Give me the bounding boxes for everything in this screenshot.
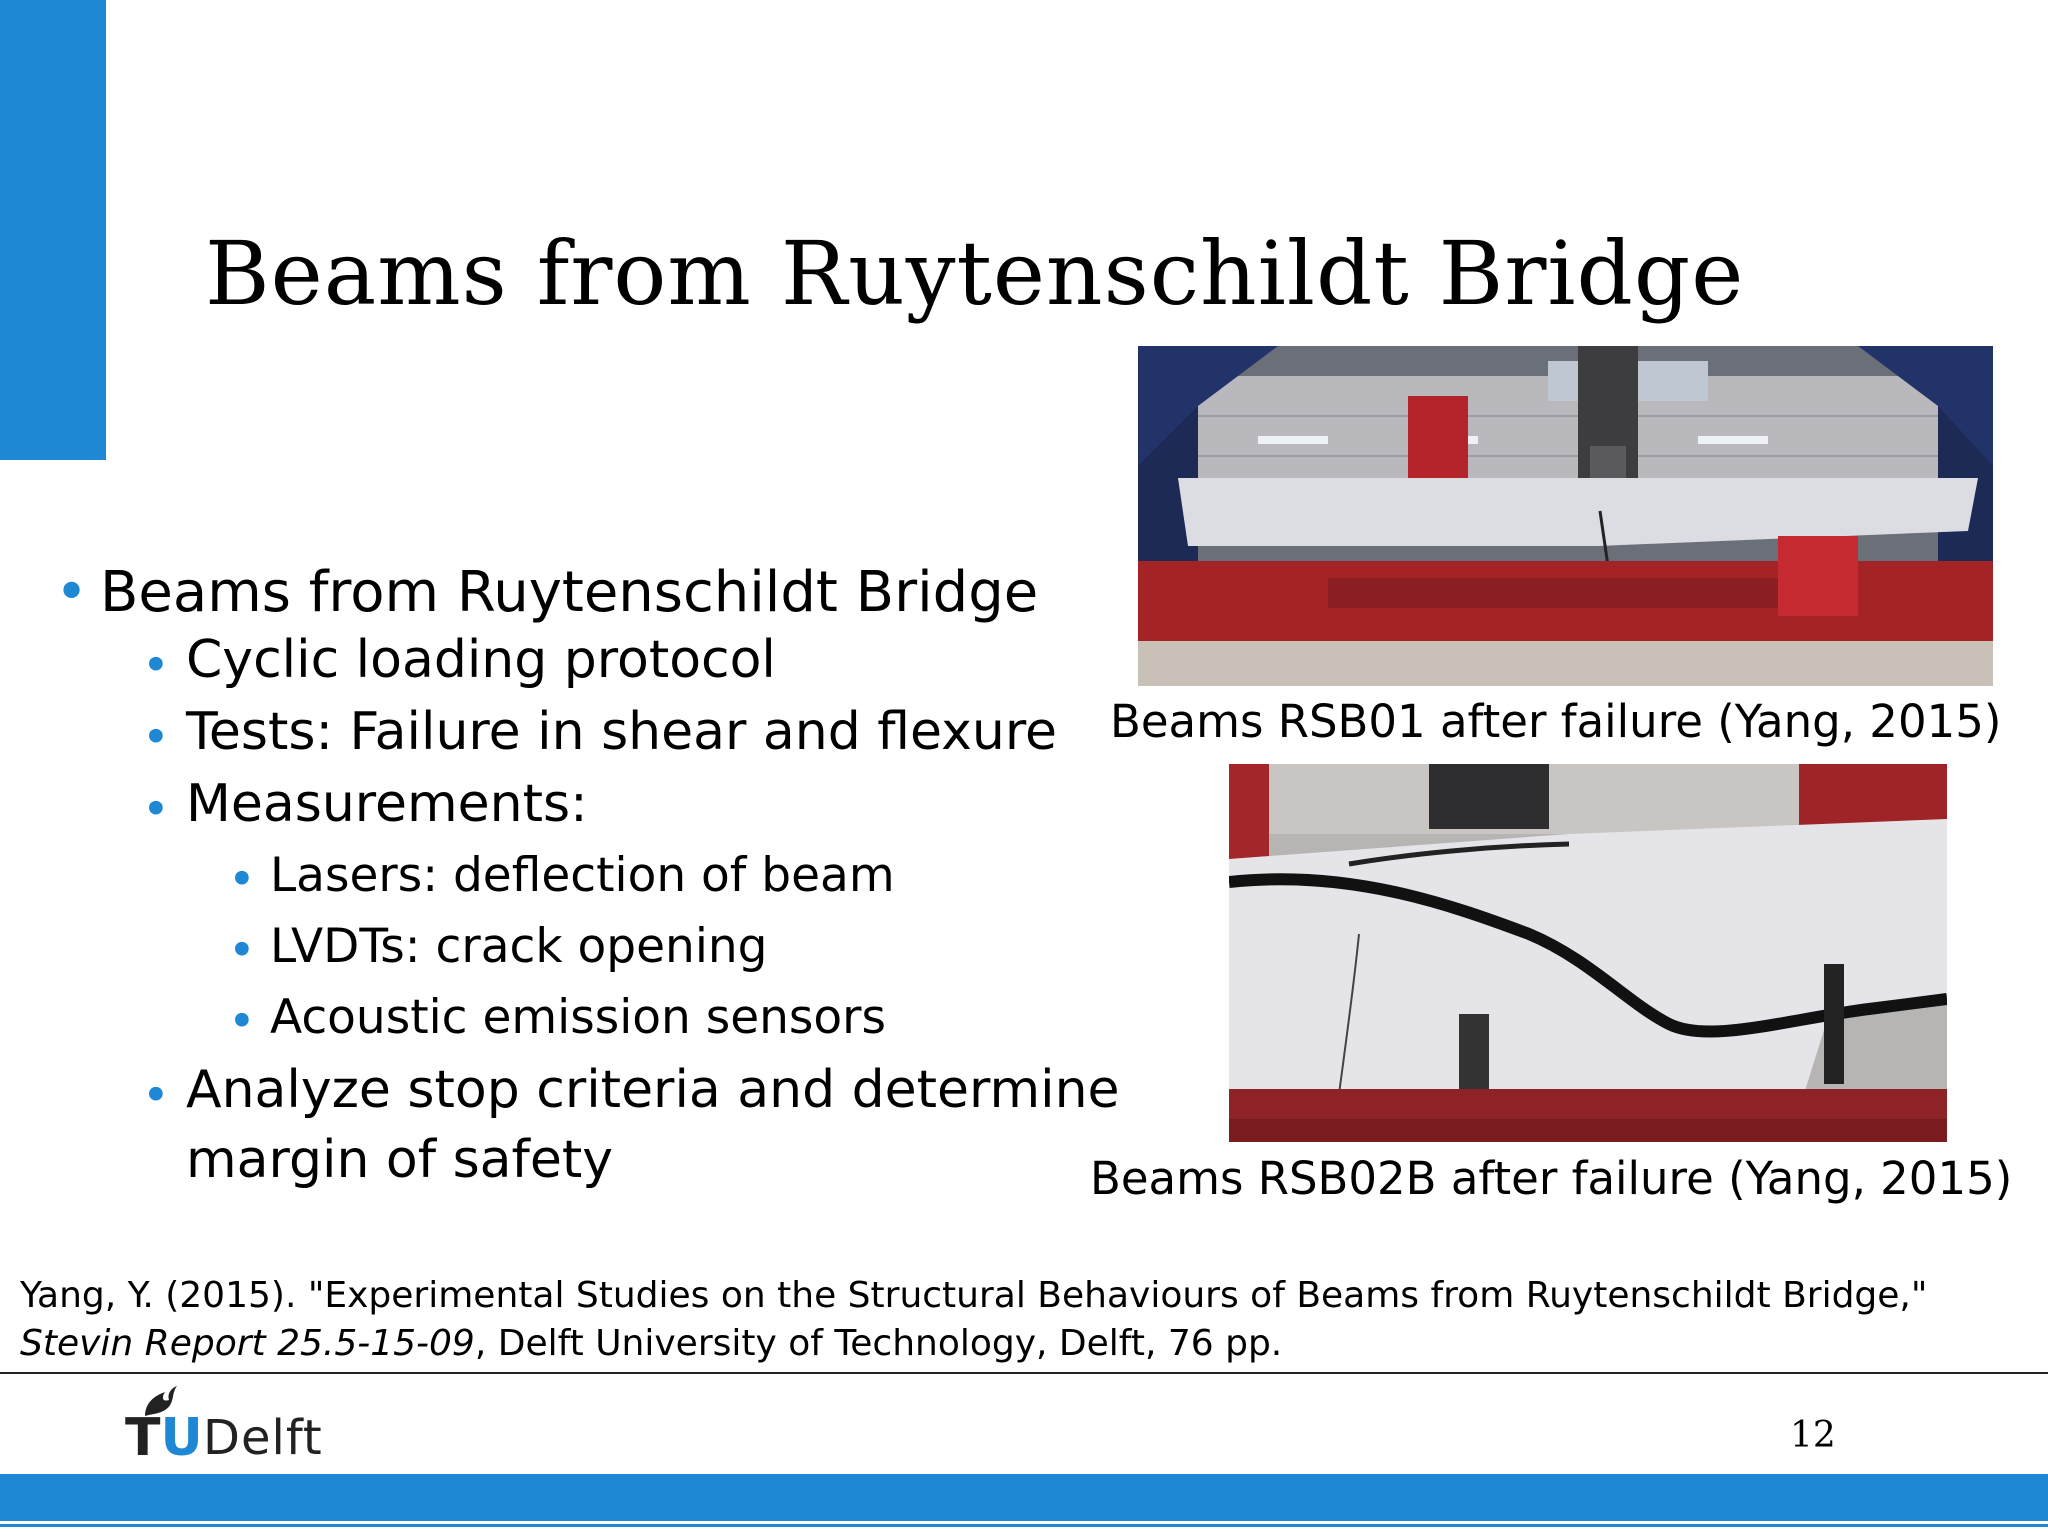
- page-number: 12: [1790, 1415, 1836, 1456]
- bullet-acoustic: Acoustic emission sensors: [270, 990, 886, 1045]
- bullet-marker: •: [228, 852, 256, 907]
- bullet-measurements: Measurements:: [186, 774, 588, 834]
- caption-rsb02b: Beams RSB02B after failure (Yang, 2015): [1090, 1152, 2013, 1205]
- photo-rsb02b-illustration: [1229, 764, 1947, 1142]
- accent-block: [0, 0, 106, 460]
- reference-line1: Yang, Y. (2015). "Experimental Studies on the Structural Behaviours of Beams from Ruytenschildt Bridge,": [20, 1275, 1928, 1316]
- bullet-main: Beams from Ruytenschildt Bridge: [100, 560, 1039, 625]
- reference-report-id: Stevin Report 25.5-15-09: [20, 1323, 475, 1364]
- bullet-marker: •: [142, 782, 170, 837]
- logo-u: U: [160, 1408, 203, 1468]
- photo-rsb02b: [1229, 764, 1947, 1142]
- slide-title: Beams from Ruytenschildt Bridge: [205, 222, 1745, 325]
- bullet-cyclic-loading: Cyclic loading protocol: [186, 630, 776, 690]
- bullet-marker: •: [228, 994, 256, 1049]
- bullet-marker: •: [142, 710, 170, 765]
- photo-rsb01: [1138, 346, 1993, 686]
- logo-t: T: [125, 1408, 161, 1468]
- reference-line2: [20, 1320, 1927, 1368]
- footer-line: [0, 1524, 2048, 1527]
- bullet-tests: Tests: Failure in shear and flexure: [186, 702, 1058, 762]
- reference-citation: [20, 1272, 1927, 1368]
- logo-tu: [125, 1408, 203, 1468]
- bullet-marker: •: [142, 1068, 170, 1123]
- bullet-marker: •: [142, 638, 170, 693]
- bullet-analyze-line2: margin of safety: [186, 1130, 613, 1190]
- bullet-analyze-line1: Analyze stop criteria and determine: [186, 1060, 1120, 1120]
- bullet-marker: •: [228, 923, 256, 978]
- photo-rsb01-illustration: [1138, 346, 1993, 686]
- reference-publisher: , Delft University of Technology, Delft, 76 pp.: [474, 1323, 1283, 1364]
- bullet-marker: •: [55, 560, 89, 625]
- bullet-lasers: Lasers: deflection of beam: [270, 848, 895, 903]
- footer-band: [0, 1474, 2048, 1521]
- caption-rsb01: Beams RSB01 after failure (Yang, 2015): [1110, 695, 2002, 748]
- logo-delft: Delft: [203, 1410, 323, 1466]
- bullet-lvdts: LVDTs: crack opening: [270, 919, 768, 974]
- footer-rule: [0, 1372, 2048, 1374]
- tudelft-logo: [125, 1384, 335, 1468]
